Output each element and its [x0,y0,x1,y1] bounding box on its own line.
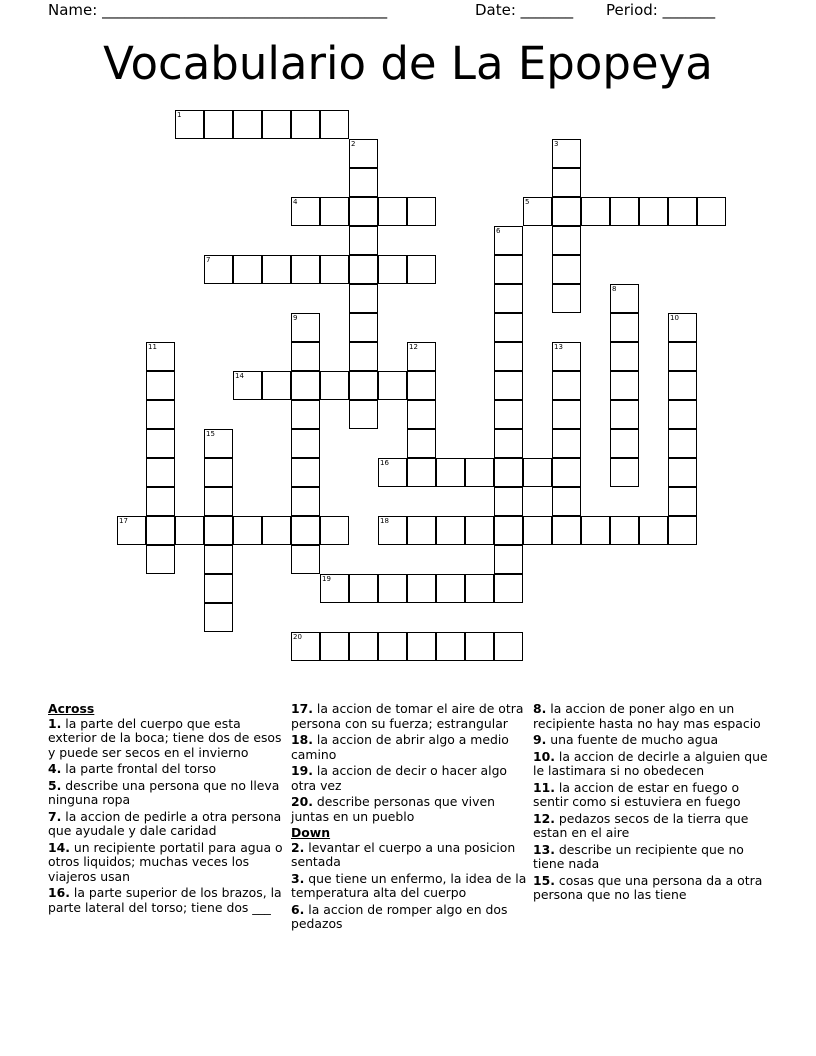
grid-cell[interactable] [378,371,407,400]
grid-cell[interactable] [494,429,523,458]
grid-cell[interactable] [146,400,175,429]
clue-item [291,733,527,762]
clue-item [533,733,769,748]
clue-item-text: levantar el cuerpo a una posicion sentada [291,839,516,869]
clue-number: 4 [293,198,298,206]
grid-cell[interactable] [465,516,494,545]
grid-cell[interactable] [610,313,639,342]
grid-cell[interactable] [291,545,320,574]
clue-item [533,843,769,872]
grid-cell[interactable] [349,574,378,603]
clue-item-text: cosas que una persona da a otra persona que no las tiene [533,872,763,902]
grid-cell[interactable] [262,371,291,400]
grid-cell[interactable] [204,458,233,487]
clue-item-text: la accion de abrir algo a medio camino [291,732,509,762]
clue-item [48,810,284,839]
clue-item-number: 3. [291,870,305,886]
clue-item-number: 9. [533,732,547,747]
grid-cell[interactable] [523,458,552,487]
clue-item-number: 14. [48,839,70,855]
grid-cell[interactable] [320,110,349,139]
grid-cell[interactable] [494,516,523,545]
down-clue-list [291,841,527,932]
grid-cell[interactable] [146,487,175,516]
clues-column-2 [291,702,527,934]
grid-cell[interactable] [233,110,262,139]
grid-cell[interactable] [349,371,378,400]
clue-item-text: describe un recipiente que no tiene nada [533,841,744,871]
grid-cell[interactable] [523,516,552,545]
grid-cell[interactable] [349,255,378,284]
grid-cell[interactable] [291,429,320,458]
clue-item [291,903,527,932]
grid-cell[interactable] [494,284,523,313]
grid-cell[interactable] [552,371,581,400]
grid-cell[interactable] [349,197,378,226]
across-clue-list-continued [291,702,527,824]
grid-cell[interactable] [610,342,639,371]
grid-cell[interactable] [668,197,697,226]
clue-number: 18 [380,517,389,525]
grid-cell[interactable] [552,487,581,516]
grid-cell[interactable] [378,574,407,603]
clue-item-number: 11. [533,779,555,795]
grid-cell[interactable] [146,429,175,458]
clue-item [291,795,527,824]
grid-cell[interactable] [378,197,407,226]
grid-cell[interactable] [204,516,233,545]
grid-cell[interactable] [639,197,668,226]
clue-item [533,750,769,779]
grid-cell[interactable] [291,255,320,284]
clue-item [48,762,284,777]
grid-cell[interactable] [494,545,523,574]
grid-cell[interactable] [407,197,436,226]
clue-number: 15 [206,430,215,438]
clue-number: 2 [351,140,356,148]
grid-cell[interactable] [262,255,291,284]
clue-item-text: describe personas que viven juntas en un pueblo [291,794,495,824]
grid-cell[interactable] [349,168,378,197]
clue-item-text: la accion de tomar el aire de otra persona con su fuerza; estrangular [291,701,524,731]
clue-item-text: la accion de pedirle a otra persona que ayudale y dale caridad [48,808,282,838]
grid-cell[interactable] [378,255,407,284]
grid-cell[interactable] [494,342,523,371]
grid-cell[interactable] [146,545,175,574]
grid-cell[interactable] [378,632,407,661]
grid-cell[interactable] [610,400,639,429]
clue-item-number: 4. [48,761,62,776]
grid-cell[interactable] [436,516,465,545]
across-heading: Across [48,701,95,716]
grid-cell[interactable] [407,458,436,487]
grid-cell[interactable] [436,632,465,661]
grid-cell[interactable] [552,458,581,487]
grid-cell[interactable] [291,371,320,400]
grid-cell[interactable] [146,371,175,400]
clue-item [291,702,527,731]
clue-item-text: describe una persona que no lleva ninguna ropa [48,777,280,807]
grid-cell[interactable] [436,574,465,603]
clue-number: 6 [496,227,501,235]
clue-item-number: 10. [533,748,555,764]
grid-cell[interactable] [610,371,639,400]
clue-item-text: un recipiente portatil para agua o otros liquidos; muchas veces los viajeros usan [48,839,283,884]
grid-cell[interactable] [291,458,320,487]
grid-cell[interactable] [262,110,291,139]
grid-cell[interactable] [349,400,378,429]
grid-cell[interactable] [204,603,233,632]
clues-column-3 [533,702,769,905]
grid-cell[interactable] [320,632,349,661]
clue-item-text: una fuente de mucho agua [546,732,719,747]
clue-item-text: la accion de decir o hacer algo otra vez [291,763,508,793]
clue-number: 3 [554,140,559,148]
clue-number: 10 [670,314,679,322]
grid-cell[interactable] [494,255,523,284]
grid-cell[interactable] [320,516,349,545]
clue-number: 7 [206,256,211,264]
puzzle-title: Vocabulario de La Epopeya [103,37,713,90]
clue-item [48,841,284,885]
grid-cell[interactable] [552,429,581,458]
grid-cell[interactable] [610,197,639,226]
clue-item-number: 2. [291,839,305,855]
clue-item-number: 8. [533,701,547,716]
grid-cell[interactable] [697,197,726,226]
grid-cell[interactable] [320,371,349,400]
grid-cell[interactable] [407,574,436,603]
grid-cell[interactable] [291,400,320,429]
clue-item-number: 17. [291,701,313,716]
period-field[interactable]: Period: _______ [606,1,716,19]
grid-cell[interactable] [610,429,639,458]
clue-number: 11 [148,343,157,351]
grid-cell[interactable] [291,487,320,516]
grid-cell[interactable] [552,516,581,545]
grid-cell[interactable] [233,516,262,545]
grid-cell[interactable] [494,632,523,661]
clue-number: 19 [322,575,331,583]
grid-cell[interactable] [668,342,697,371]
grid-cell[interactable] [494,487,523,516]
clue-number: 16 [380,459,389,467]
clues-column-1 [48,702,284,917]
grid-cell[interactable] [668,487,697,516]
grid-cell[interactable] [494,400,523,429]
clue-item-number: 12. [533,810,555,826]
grid-cell[interactable] [552,168,581,197]
clue-item-number: 7. [48,808,62,824]
clue-item-number: 1. [48,715,62,731]
clue-item-number: 13. [533,841,555,857]
clue-item-number: 18. [291,732,313,747]
grid-cell[interactable] [494,574,523,603]
grid-cell[interactable] [407,400,436,429]
grid-cell[interactable] [610,458,639,487]
clue-item-number: 20. [291,794,313,809]
clue-number: 8 [612,285,617,293]
grid-cell[interactable] [639,516,668,545]
clue-number: 14 [235,372,244,380]
grid-cell[interactable] [436,458,465,487]
grid-cell[interactable] [552,284,581,313]
grid-cell[interactable] [494,313,523,342]
name-field[interactable]: Name: ______________________________________ [48,1,388,19]
grid-cell[interactable] [204,487,233,516]
grid-cell[interactable] [291,516,320,545]
grid-cell[interactable] [407,516,436,545]
grid-cell[interactable] [146,516,175,545]
clue-item [291,841,527,870]
grid-cell[interactable] [204,574,233,603]
clue-item-text: la accion de poner algo en un recipiente hasta no hay mas espacio [533,701,761,731]
clue-item-number: 6. [291,901,305,917]
grid-cell[interactable] [349,313,378,342]
clue-item-text: la accion de estar en fuego o sentir como si estuviera en fuego [533,779,741,809]
clue-item-text: la parte frontal del torso [61,761,217,776]
clue-item [533,781,769,810]
grid-cell[interactable] [320,255,349,284]
grid-cell[interactable] [494,458,523,487]
clue-item-number: 16. [48,885,70,900]
grid-cell[interactable] [610,516,639,545]
clue-item-text: la accion de romper algo en dos pedazos [291,901,508,931]
clue-item [533,702,769,731]
clue-item-number: 5. [48,777,62,793]
grid-cell[interactable] [465,574,494,603]
grid-cell[interactable] [291,342,320,371]
grid-cell[interactable] [349,632,378,661]
clue-number: 13 [554,343,563,351]
date-field[interactable]: Date: _______ [475,1,574,19]
clue-item [533,812,769,841]
grid-cell[interactable] [233,255,262,284]
grid-cell[interactable] [204,545,233,574]
clue-item-text: que tiene un enfermo, la idea de la temperatura alta del cuerpo [291,870,527,900]
grid-cell[interactable] [668,516,697,545]
grid-cell[interactable] [262,516,291,545]
grid-cell[interactable] [552,226,581,255]
clue-number: 1 [177,111,182,119]
grid-cell[interactable] [494,371,523,400]
grid-cell[interactable] [349,226,378,255]
clue-item-number: 15. [533,872,555,888]
clue-number: 12 [409,343,418,351]
grid-cell[interactable] [407,255,436,284]
grid-cell[interactable] [407,632,436,661]
clue-item-text: la accion de decirle a alguien que le lastimara si no obedecen [533,748,768,778]
grid-cell[interactable] [465,632,494,661]
grid-cell[interactable] [291,110,320,139]
grid-cell[interactable] [349,342,378,371]
down-clue-list-continued [533,702,769,903]
grid-cell[interactable] [204,110,233,139]
grid-cell[interactable] [407,371,436,400]
clue-item [48,779,284,808]
clue-item [291,764,527,793]
clue-item [291,872,527,901]
grid-cell[interactable] [581,516,610,545]
grid-cell[interactable] [581,197,610,226]
grid-cell[interactable] [668,371,697,400]
grid-cell[interactable] [668,458,697,487]
clue-item [48,886,284,915]
clue-item-text: la parte del cuerpo que esta exterior de la boca; tiene dos de esos y puede ser secos en el invierno [48,715,282,760]
grid-cell[interactable] [552,197,581,226]
grid-cell[interactable] [552,400,581,429]
clue-number: 5 [525,198,530,206]
down-heading: Down [291,825,331,840]
clue-item-text: la parte superior de los brazos, la parte lateral del torso; tiene dos ___ [48,885,282,915]
grid-cell[interactable] [175,516,204,545]
grid-cell[interactable] [349,284,378,313]
grid-cell[interactable] [668,429,697,458]
grid-cell[interactable] [407,429,436,458]
clue-item [48,717,284,761]
across-clue-list [48,717,284,916]
grid-cell[interactable] [320,197,349,226]
grid-cell[interactable] [146,458,175,487]
clue-item-number: 19. [291,763,313,778]
clue-number: 20 [293,633,302,641]
clue-item-text: pedazos secos de la tierra que estan en el aire [533,810,749,840]
clue-item [533,874,769,903]
grid-cell[interactable] [465,458,494,487]
clue-number: 9 [293,314,298,322]
grid-cell[interactable] [552,255,581,284]
grid-cell[interactable] [668,400,697,429]
clue-number: 17 [119,517,128,525]
